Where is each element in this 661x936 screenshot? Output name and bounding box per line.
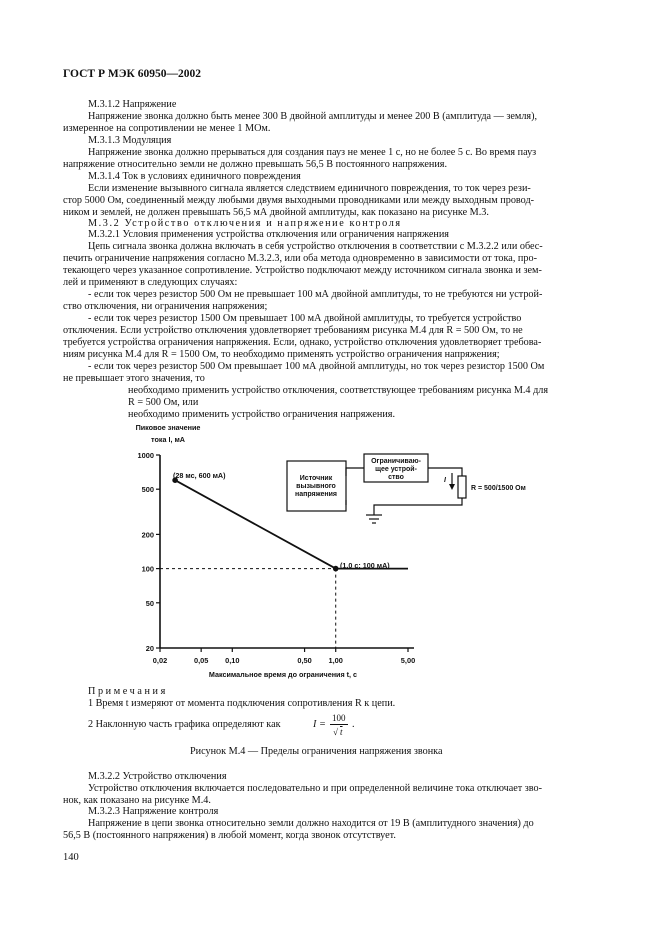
paragraph-line: ником и землей, не должен превышать 56,5 мА двойной амплитуды, как показано на рисунке М.3. <box>63 207 489 218</box>
paragraph-line: Напряжение в цепи звонка относительно земли должно находится от 19 В (амплитудного значения) до <box>88 818 534 829</box>
resistor-label: R = 500/1500 Ом <box>471 485 526 492</box>
annotation-point1: (28 мс, 600 мА) <box>173 471 226 480</box>
formula-end: . <box>352 719 355 730</box>
wire-top-right <box>428 468 462 476</box>
paragraph-line: ство отключения, ни ограничения напряжения; <box>63 301 268 312</box>
x-tick-label: 0,10 <box>225 656 240 665</box>
annotation-point2: (1,0 с; 100 мА) <box>340 561 390 570</box>
paragraph-line: стор 5000 Ом, соединенный между любыми двумя выходными проводниками или между выходным провод- <box>63 195 535 206</box>
paragraph-line: - если ток через резистор 500 Ом превышает 100 мА двойной амплитуды, но ток через резистор 1500 Ом <box>88 361 545 372</box>
chart-series <box>172 477 408 571</box>
paragraph-line: необходимо применить устройство отключения, соответствующее требованиям рисунка М.4 для <box>128 385 549 396</box>
paragraph-line: требуется устройства ограничения напряжения. Если, однако, устройство отключения удовлетворяет требова- <box>63 337 542 348</box>
paragraph-line: печить ограничение напряжения согласно М.3.2.3, или оба метода одновременно в зависимости от тока, про- <box>63 253 537 264</box>
section-heading: М.3.2.3 Напряжение контроля <box>88 806 219 817</box>
paragraph-line: отключения. Если устройство отключения удовлетворяет требованиям рисунка М.4 для R = 500 Ом, то не <box>63 325 523 336</box>
paragraph-line: ниям рисунка М.4 для R = 1500 Ом, то необходимо применять устройство ограничения напряжения; <box>63 349 500 360</box>
limiter-label-2: щее устрой- <box>375 466 417 473</box>
y-tick-label: 50 <box>145 598 154 608</box>
notes-heading: Примечания <box>88 686 168 697</box>
y-tick-label: 200 <box>141 530 154 540</box>
paragraph-line: напряжение относительно земли не должно превышать 56,5 В постоянного напряжения. <box>63 159 448 170</box>
section-heading: М.3.2.2 Устройство отключения <box>88 771 227 782</box>
limiter-label-3: ство <box>388 474 404 481</box>
figure-caption: Рисунок М.4 — Пределы ограничения напряжения звонка <box>190 746 443 757</box>
source-label-3: напряжения <box>295 491 337 498</box>
section-heading: М.3.1.4 Ток в условиях единичного повреждения <box>88 171 301 182</box>
document-header: ГОСТ Р МЭК 60950—2002 <box>63 68 201 80</box>
current-arrowhead-icon <box>449 484 455 490</box>
current-symbol: I <box>444 477 446 484</box>
y-tick-label: 1000 <box>137 451 154 460</box>
x-tick-label: 1,00 <box>328 656 343 665</box>
paragraph-line: - если ток через резистор 500 Ом не превышает 100 мА двойной амплитуды, то не требуются ни устрой- <box>88 289 543 300</box>
y-ticks <box>138 451 160 653</box>
paragraph-line: Если изменение вызывного сигнала является следствием единичного повреждения, то ток через рези- <box>88 183 531 194</box>
formula-sqrt-icon: √ <box>333 727 338 737</box>
x-ticks <box>153 648 415 665</box>
paragraph-line: измеренное на сопротивлении не менее 1 МОм. <box>63 123 271 134</box>
wire-top-left <box>346 468 364 476</box>
section-heading: М.3.2 Устройство отключения и напряжение контроля <box>88 218 402 229</box>
paragraph-line: Напряжение звонка должно прерываться для создания пауз не менее 1 с, но не более 5 с. Во время пауз <box>88 147 537 158</box>
section-heading: М.3.2.1 Условия применения устройства отключения или ограничения напряжения <box>88 229 449 240</box>
y-tick-label: 100 <box>141 564 154 574</box>
wire-bottom <box>374 498 462 511</box>
paragraph-line: не превышает этого значения, то <box>63 373 205 384</box>
limiter-label-1: Ограничиваю- <box>371 458 421 465</box>
paragraph-line: Напряжение звонка должно быть менее 300 В двойной амплитуды и менее 200 В (амплитуда — земля), <box>88 111 538 122</box>
page-number: 140 <box>63 852 79 863</box>
formula-denominator: t <box>340 727 343 737</box>
section-heading: М.3.1.2 Напряжение <box>88 99 177 110</box>
x-tick-label: 5,00 <box>400 656 416 665</box>
formula-lhs: I = <box>313 719 326 730</box>
x-tick-label: 0,50 <box>297 656 312 665</box>
note-2: 2 Наклонную часть графика определяют как <box>88 719 281 730</box>
paragraph-line: лей и применяют в следующих случаях: <box>63 277 238 288</box>
note-1: 1 Время t измеряют от момента подключения сопротивления R к цепи. <box>88 698 396 709</box>
y-tick-label: 20 <box>145 644 154 653</box>
y-tick-label: 500 <box>141 485 154 495</box>
paragraph-line: Цепь сигнала звонка должна включать в себя устройство отключения в соответствии с М.3.2.2 или обес- <box>88 241 543 252</box>
source-label-2: вызывного <box>296 483 336 490</box>
formula-fraction-bar <box>330 724 348 725</box>
paragraph-line: необходимо применить устройство ограничения напряжения. <box>128 409 395 420</box>
resistor <box>458 476 466 498</box>
x-tick-label: 0,02 <box>152 656 168 665</box>
source-label-1: Источник <box>299 475 333 482</box>
paragraph-line: - если ток через резистор 1500 Ом превышает 100 мА двойной амплитуды, то требуется устройство <box>88 313 522 324</box>
y-axis-label-line2: тока I, мА <box>151 435 185 444</box>
x-axis-label: Максимальное время до ограничения t, с <box>208 670 358 679</box>
paragraph-line: R = 500 Ом, или <box>128 397 199 408</box>
paragraph-line: Устройство отключения включается последовательно и при определенной величине тока отключает зво- <box>88 783 543 794</box>
section-heading: М.3.1.3 Модуляция <box>88 135 172 146</box>
y-axis-label-line1: Пиковое значение <box>135 423 201 432</box>
formula-numerator: 100 <box>332 713 346 723</box>
paragraph-line: нок, как показано на рисунке М.4. <box>63 795 211 806</box>
paragraph-line: текающего через указанное сопротивление. Устройство подключают между источником сигнала звонка и зем- <box>63 265 542 276</box>
paragraph-line: 56,5 В (постоянного напряжения) в любой момент, когда звонок отсутствует. <box>63 830 396 841</box>
x-tick-label: 0,05 <box>193 656 209 665</box>
